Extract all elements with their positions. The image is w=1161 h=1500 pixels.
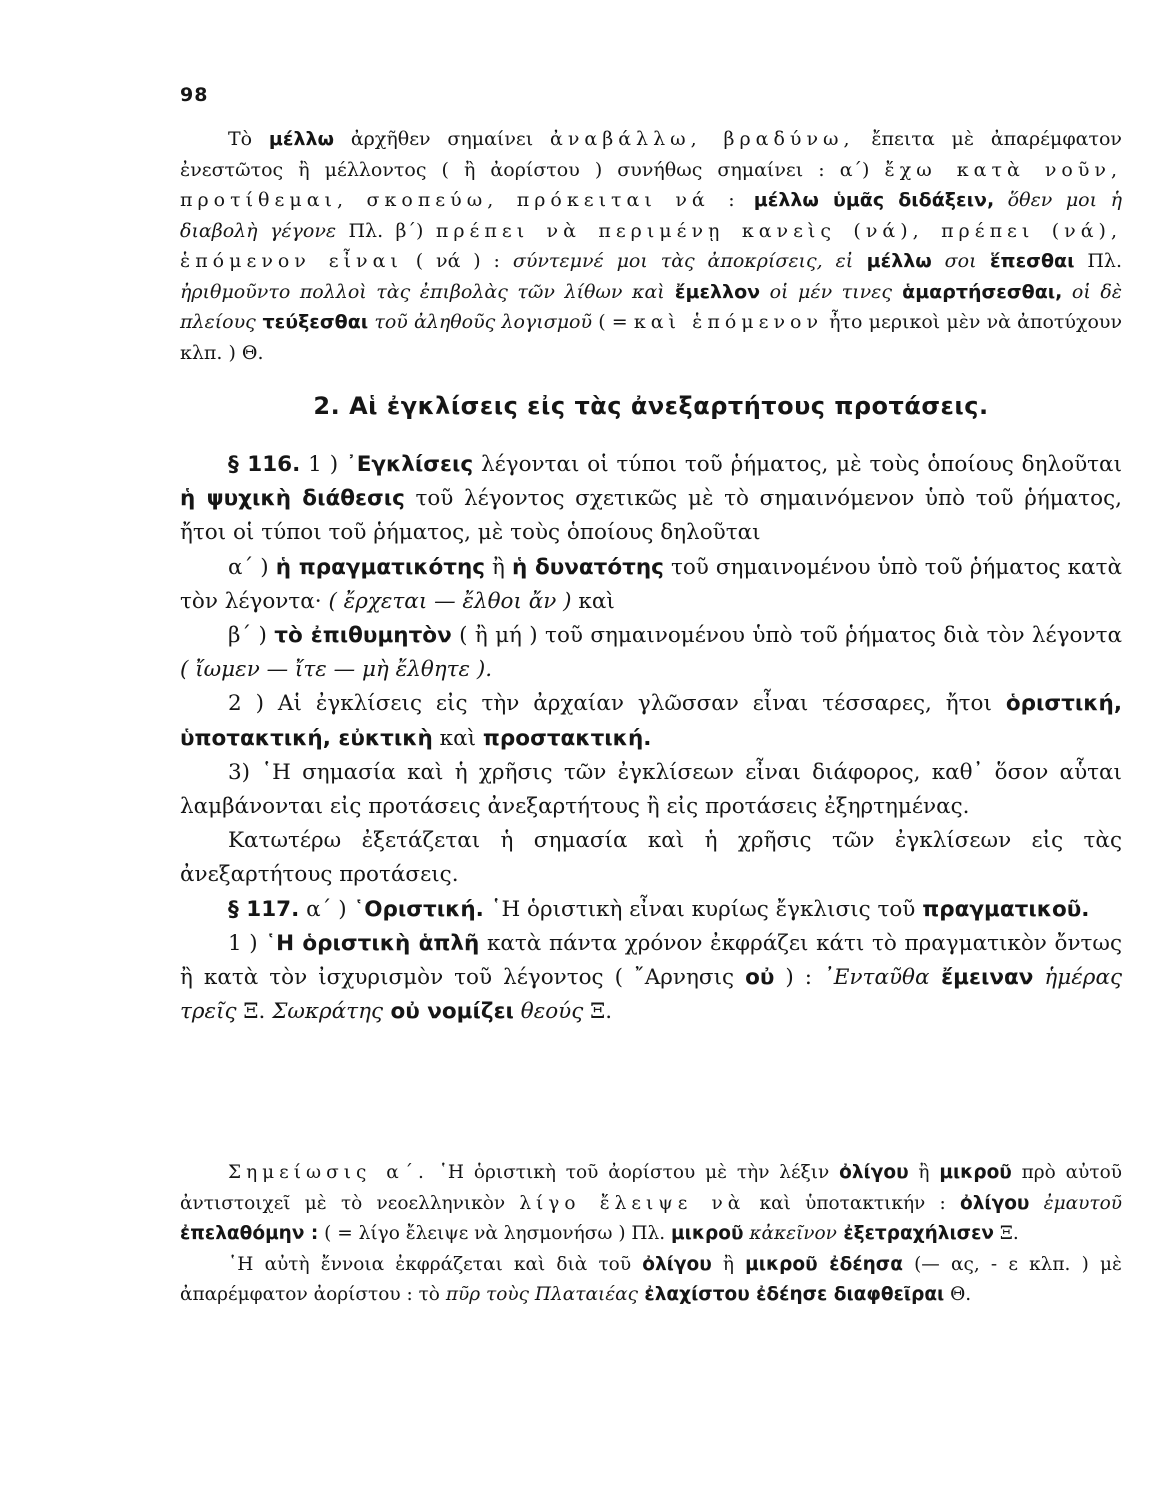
note-a-continued: ῾Η αὐτὴ ἔννοια ἐκφράζεται καὶ διὰ τοῦ ὀλίγου ἢ μικροῦ ἐδέησα (— ας, - ε κλπ. ) μὲ ἀπαρέμφατον ἀορίστου : τὸ πῦρ τοὺς Πλαταιέας ἐλαχίστου ἐδέησε διαφθεῖραι Θ. — [180, 1253, 1122, 1305]
section-116-paragraph-4: Κατωτέρω ἐξετάζεται ἡ σημασία καὶ ἡ χρῆσις τῶν ἐγκλίσεων εἰς τὰς ἀνεξαρτήτους προτάσεις. — [180, 828, 1122, 888]
page-number: 98 — [180, 84, 209, 106]
main-body — [180, 448, 1122, 1029]
section-117-paragraph-1: § 117. α΄ ) ῾Οριστική. ῾Η ὁριστικὴ εἶναι κυρίως ἔγκλισις τοῦ πραγματικοῦ. — [228, 896, 1090, 922]
section-116-paragraph-2: 2 ) Αἱ ἐγκλίσεις εἰς τὴν ἀρχαίαν γλῶσσαν εἶναι τέσσαρες, ἤτοι ὁριστική, ὑποτακτική, εὐκτικὴ καὶ προστακτική. — [180, 691, 1122, 751]
section-116-item-b: β΄ ) τὸ ἐπιθυμητὸν ( ἢ μή ) τοῦ σημαινομένου ὑπὸ τοῦ ῥήματος διὰ τὸν λέγοντα ( ἴωμεν — ἴτε — μὴ ἔλθητε ). — [180, 623, 1122, 683]
section-117-paragraph-2: 1 ) ῾Η ὁριστικὴ ἁπλῆ κατὰ πάντα χρόνον ἐκφράζει κάτι τὸ πραγματικὸν ὄντως ἢ κατὰ τὸν ἰσχυρισμὸν τοῦ λέγοντος ( ῎Αρνησις οὐ ) : ᾿Ενταῦθα ἔμειναν ἡμέρας τρεῖς Ξ. Σωκράτης οὐ νομίζει θεούς Ξ. — [180, 930, 1122, 1025]
section-number-116: § 116. — [228, 452, 301, 477]
section-116-paragraph-3: 3) ῾Η σημασία καὶ ἡ χρῆσις τῶν ἐγκλίσεων εἶναι διάφορος, καθ᾿ ὅσον αὗται λαμβάνονται εἰς προτάσεις ἀνεξαρτήτους ἢ εἰς προτάσεις ἐξηρτημένας. — [180, 759, 1122, 820]
section-116-paragraph-1: § 116. 1 ) ᾿Εγκλίσεις λέγονται οἱ τύποι τοῦ ῥήματος, μὲ τοὺς ὁποίους δηλοῦται ἡ ψυχικὴ διάθεσις τοῦ λέγοντος σχετικῶς μὲ τὸ σημαινόμενον ὑπὸ τοῦ ῥήματος, ἤτοι οἱ τύποι τοῦ ῥήματος, μὲ τοὺς ὁποίους δηλοῦται — [180, 452, 1122, 546]
note-a: Σημείωσις α΄. ῾Η ὁριστικὴ τοῦ ἀορίστου μὲ τὴν λέξιν ὀλίγου ἢ μικροῦ πρὸ αὐτοῦ ἀντιστοιχεῖ μὲ τὸ νεοελληνικὸν λίγο ἔλειψε νὰ καὶ ὑποτακτικήν : ὀλίγου ἐμαυτοῦ ἐπελαθόμην : ( = λίγο ἔλειψε νὰ λησμονήσω ) Πλ. μικροῦ κἀκεῖνον ἐξετραχήλισεν Ξ. — [180, 1162, 1122, 1244]
section-116-item-a: α΄ ) ἡ πραγματικότης ἢ ἡ δυνατότης τοῦ σημαινομένου ὑπὸ τοῦ ῥήματος κατὰ τὸν λέγοντα· ( ἔρχεται — ἔλθοι ἄν ) καὶ — [180, 554, 1122, 614]
section-number-117: § 117. — [228, 896, 300, 922]
section-heading: 2. Αἱ ἐγκλίσεις εἰς τὰς ἀνεξαρτήτους προτάσεις. — [313, 392, 989, 420]
notes — [180, 1158, 1122, 1311]
intro-text: Τὸ μέλλω ἀρχῆθεν σημαίνει ἀναβάλλω, βραδύνω, ἔπειτα μὲ ἀπαρέμφατον ἐνεστῶτος ἢ μέλλοντος ( ἢ ἀορίστου ) συνήθως σημαίνει : α΄) ἔχω κατὰ νοῦν, προτίθεμαι, σκοπεύω, πρόκειται νά : μέλλω ὑμᾶς διδάξειν, ὅθεν μοι ἡ διαβολὴ γέγονε Πλ. β΄) πρέπει νὰ περιμένῃ κανεὶς (νά), πρέπει (νά), ἑπόμενον εἶναι ( νά ) : σύντεμνέ μοι τὰς ἀποκρίσεις, εἰ μέλλω σοι ἕπεσθαι Πλ. ἠριθμοῦντο πολλοὶ τὰς ἐπιβολὰς τῶν λίθων καὶ ἔμελλον οἱ μέν τινες ἁμαρτήσεσθαι, οἱ δὲ πλείους τεύξεσθαι τοῦ ἀληθοῦς λογισμοῦ ( = καὶ ἑπόμενον ἦτο μερικοὶ μὲν νὰ ἀποτύχουν κλπ. ) Θ. — [180, 128, 1123, 364]
intro-paragraph — [180, 124, 1122, 368]
